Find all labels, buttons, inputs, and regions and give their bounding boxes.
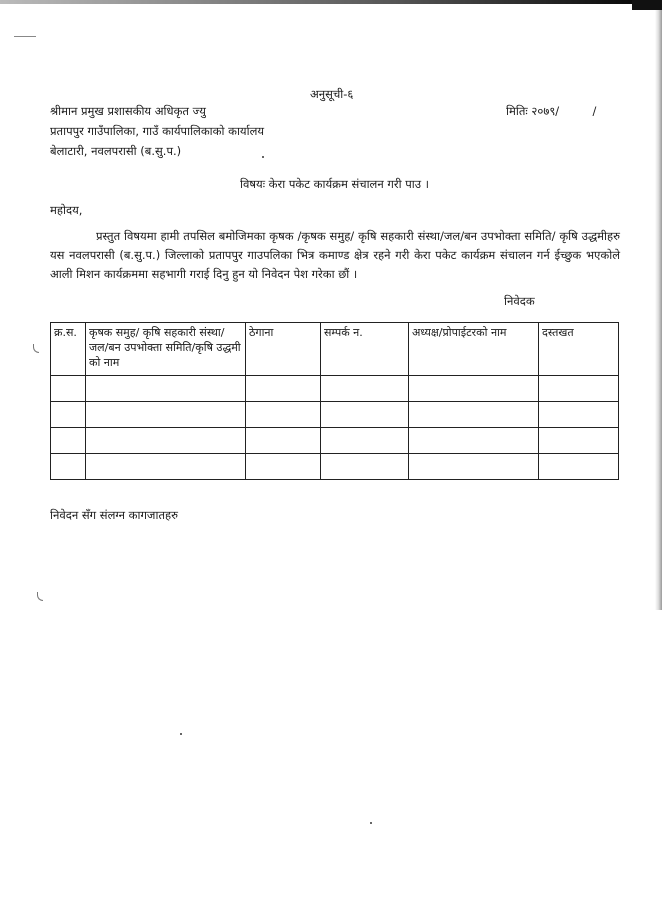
schedule-number: अनुसूची-६ bbox=[310, 87, 354, 101]
col-contact: सम्पर्क न. bbox=[321, 323, 409, 376]
table-row bbox=[51, 402, 619, 428]
col-signature: दस्तखत bbox=[539, 323, 619, 376]
body-text: प्रस्तुत विषयमा हामी तपसिल बमोजिमका कृषक /कृषक समुह/ कृषि सहकारी संस्था/जल/बन उपभोक्ता समिति/ कृषि उद्धमीहरु यस नवलपरासी (ब.सु.प.) जिल्लाको प्रतापपुर गाउपलिका भित्र कमाण्ड क्षेत्र रहने गरी केरा पकेट कार्यक्रम संचालन गर्न ईच्छुक भएकोले आली मिशन कार्यक्रममा सहभागी गराई दिनु हुन यो निवेदन पेश गरेका छौं । bbox=[50, 229, 620, 281]
scan-mark bbox=[37, 592, 43, 601]
salutation: महोदय, bbox=[50, 203, 83, 217]
body-paragraph bbox=[50, 227, 620, 284]
col-name: कृषक समुह/ कृषि सहकारी संस्था/ जल/बन उपभोक्ता समिति/कृषि उद्धमी को नाम bbox=[86, 323, 246, 376]
date-separator: / bbox=[592, 104, 597, 118]
addressee-line-2: प्रतापपुर गाउँपालिका, गाउँ कार्यपालिकाको कार्यालय bbox=[50, 124, 265, 138]
scan-top-edge bbox=[0, 0, 662, 4]
date-label: मितिः bbox=[506, 104, 528, 118]
col-address: ठेगाना bbox=[246, 323, 321, 376]
addressee-line-3: बेलाटारी, नवलपरासी (ब.सु.प.) bbox=[50, 144, 182, 158]
col-chairperson: अध्यक्ष/प्रोपाईटरको नाम bbox=[409, 323, 539, 376]
applicant-table bbox=[50, 322, 619, 480]
table-row bbox=[51, 376, 619, 402]
applicant-label: निवेदक bbox=[504, 294, 535, 308]
subject-line: विषयः केरा पकेट कार्यक्रम संचालन गरी पाउ । bbox=[240, 177, 430, 191]
scan-right-edge bbox=[655, 10, 662, 610]
scan-speck bbox=[262, 156, 264, 158]
scan-speck bbox=[180, 733, 182, 735]
addressee-line-1: श्रीमान प्रमुख प्रशासकीय अधिकृत ज्यु bbox=[50, 104, 206, 118]
date-value: २०७९/ bbox=[531, 104, 560, 118]
table-row bbox=[51, 454, 619, 480]
scan-mark bbox=[14, 36, 36, 37]
table-header-row bbox=[51, 323, 619, 376]
scan-speck bbox=[370, 822, 372, 824]
date-field bbox=[506, 104, 596, 118]
scan-corner bbox=[632, 0, 662, 10]
table-row bbox=[51, 428, 619, 454]
col-serial: क्र.स. bbox=[51, 323, 86, 376]
scan-mark bbox=[33, 344, 39, 353]
attachments-label: निवेदन सँग संलग्न कागजातहरु bbox=[50, 508, 178, 522]
